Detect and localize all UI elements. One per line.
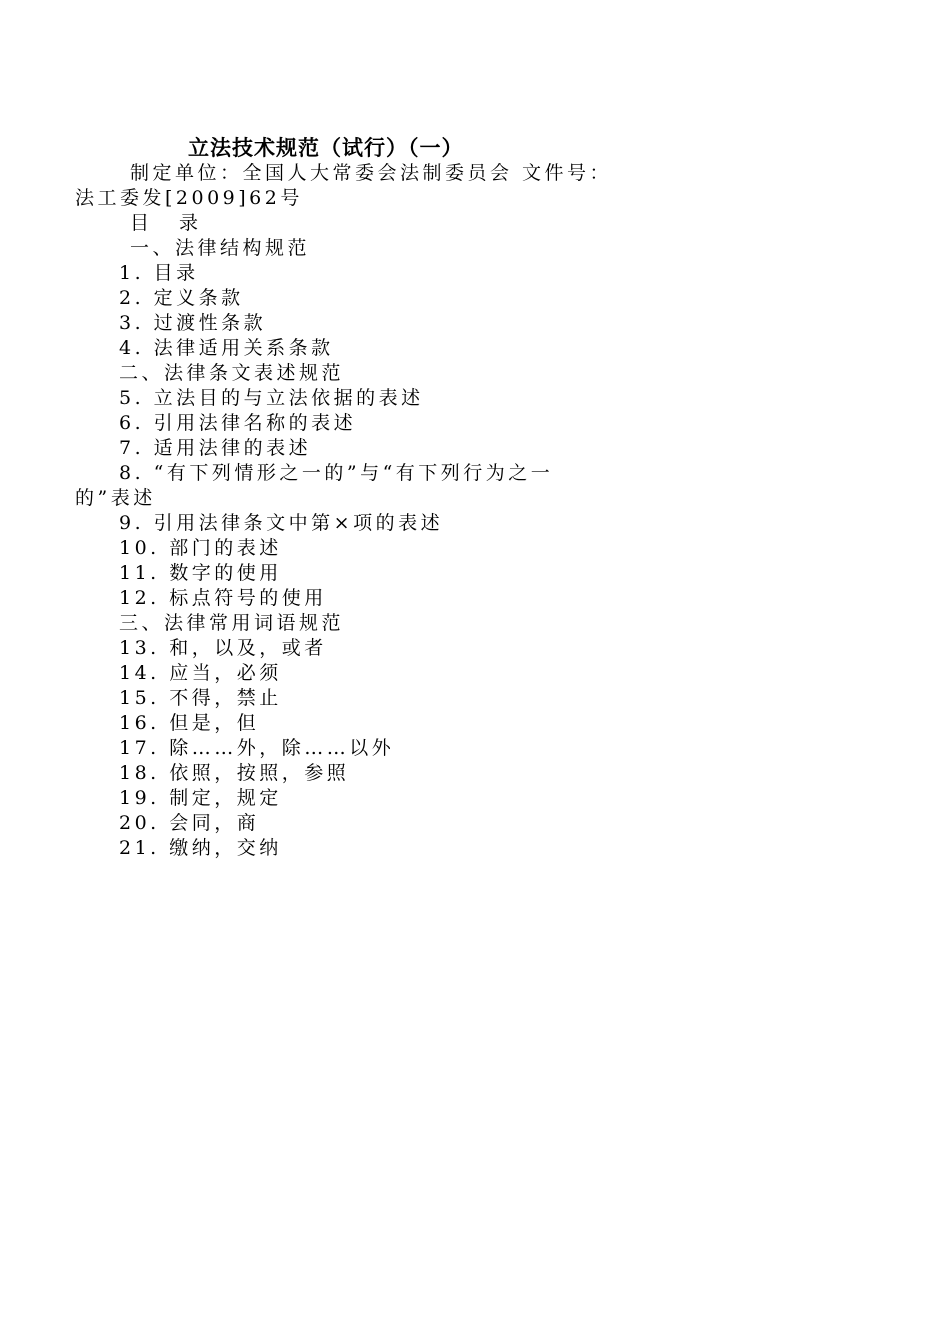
toc-item: 10. 部门的表述 <box>119 537 282 559</box>
toc-item: 15. 不得，禁止 <box>119 687 282 709</box>
toc-item: 20. 会同，商 <box>119 812 260 834</box>
document-number-line: 法工委发[2009]62号 <box>75 187 303 209</box>
issuer-line: 制定单位：全国人大常委会法制委员会 文件号： <box>130 162 613 184</box>
toc-item: 1. 目录 <box>119 262 199 284</box>
toc-item: 18. 依照，按照，参照 <box>119 762 350 784</box>
toc-item: 9. 引用法律条文中第×项的表述 <box>119 512 444 534</box>
toc-item: 7. 适用法律的表述 <box>119 437 312 459</box>
toc-item: 17. 除……外，除……以外 <box>119 737 395 759</box>
toc-item: 8. “有下列情形之一的”与“有下列行为之一 <box>119 462 554 484</box>
toc-section-2: 二、法律条文表述规范 <box>119 362 345 384</box>
toc-heading: 目 录 <box>130 212 211 234</box>
toc-section-3: 三、法律常用词语规范 <box>119 612 345 634</box>
toc-item: 19. 制定，规定 <box>119 787 282 809</box>
toc-item: 4. 法律适用关系条款 <box>119 337 334 359</box>
toc-section-1: 一、法律结构规范 <box>130 237 311 259</box>
document-title: 立法技术规范（试行）（一） <box>188 136 464 160</box>
toc-item: 21. 缴纳，交纳 <box>119 837 282 859</box>
toc-item: 11. 数字的使用 <box>119 562 282 584</box>
toc-item: 3. 过渡性条款 <box>119 312 267 334</box>
toc-item: 16. 但是，但 <box>119 712 260 734</box>
toc-item: 6. 引用法律名称的表述 <box>119 412 357 434</box>
toc-item: 12. 标点符号的使用 <box>119 587 327 609</box>
toc-item-continuation: 的”表述 <box>75 487 156 509</box>
toc-item: 5. 立法目的与立法依据的表述 <box>119 387 424 409</box>
toc-item: 2. 定义条款 <box>119 287 244 309</box>
toc-item: 14. 应当，必须 <box>119 662 282 684</box>
toc-item: 13. 和，以及，或者 <box>119 637 327 659</box>
